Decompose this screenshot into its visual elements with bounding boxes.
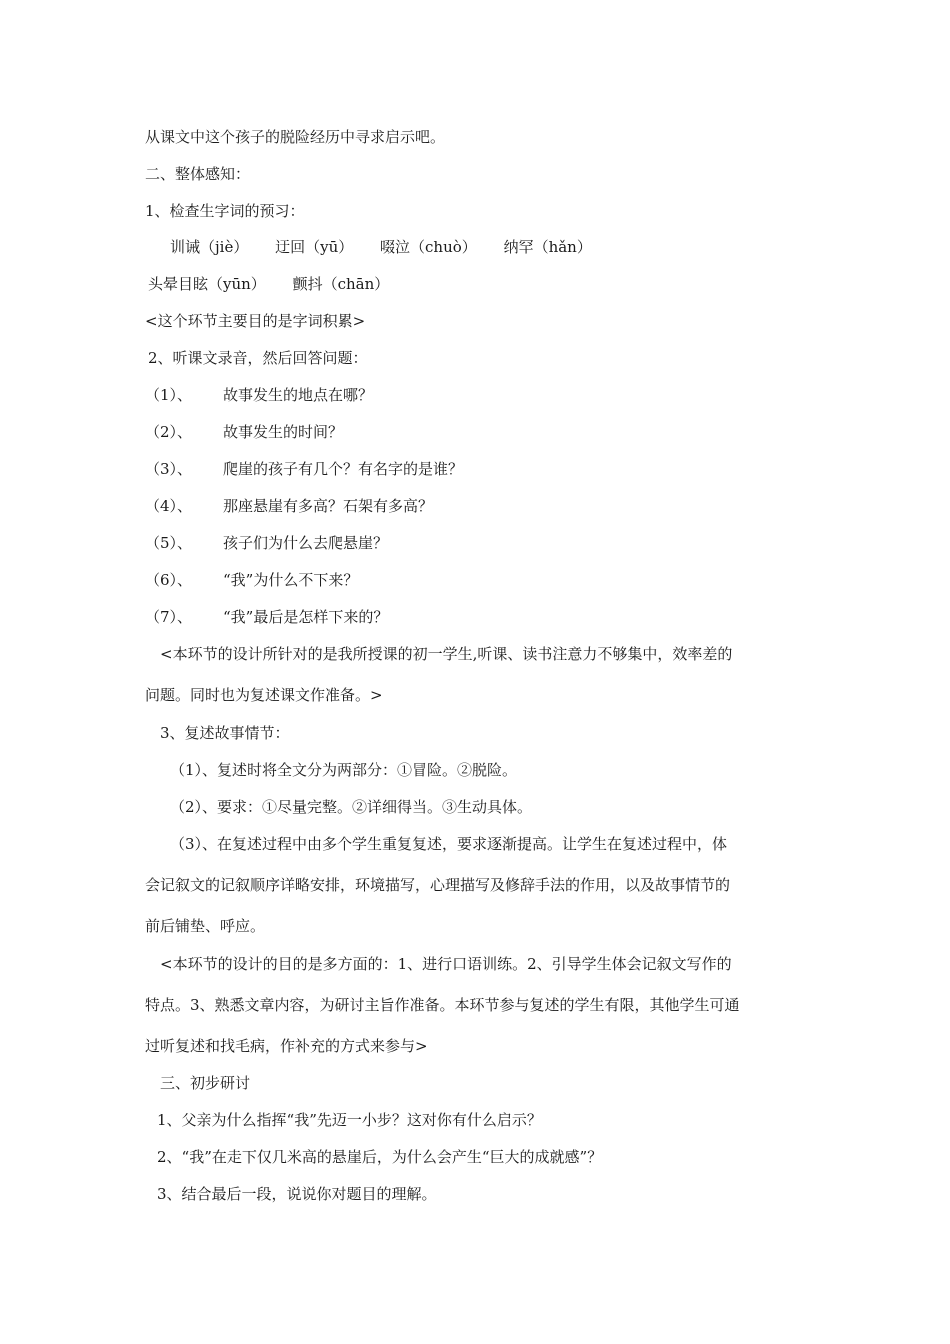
design-note-2-line: 特点。3、熟悉文章内容，为研讨主旨作准备。本环节参与复述的学生有限，其他学生可通: [145, 996, 740, 1014]
section-heading-3: 三、初步研讨: [160, 1074, 251, 1092]
question-label: （4）、: [145, 497, 193, 515]
question-label: （1）、: [145, 386, 193, 404]
retell-item-3-line: （3）、在复述过程中由多个学生重复复述，要求逐渐提高。让学生在复述过程中，体: [170, 835, 728, 853]
question-label: （2）、: [145, 423, 193, 441]
question-item: [145, 569, 358, 591]
vocab-item: 头晕目眩（yūn）: [148, 275, 266, 293]
question-item: [145, 421, 343, 443]
listen-heading: 2、听课文录音，然后回答问题：: [148, 349, 368, 367]
question-text: 那座悬崖有多高？石架有多高？: [223, 497, 434, 515]
question-text: 爬崖的孩子有几个？有名字的是谁？: [223, 460, 464, 478]
intro-line: 从课文中这个孩子的脱险经历中寻求启示吧。: [145, 128, 446, 146]
vocab-row-1: [170, 236, 592, 258]
vocab-note: <这个环节主要目的是字词积累>: [145, 312, 366, 330]
question-label: （3）、: [145, 460, 193, 478]
vocab-item: 训诫（jiè）: [170, 238, 249, 256]
retell-item-3-line: 会记叙文的记叙顺序详略安排，环境描写，心理描写及修辞手法的作用，以及故事情节的: [145, 876, 731, 894]
vocab-item: 啜泣（chuò）: [380, 238, 477, 256]
retell-item: （2）、要求：①尽量完整。②详细得当。③生动具体。: [170, 798, 533, 816]
question-text: 孩子们为什么去爬悬崖？: [223, 534, 389, 552]
question-item: [145, 606, 388, 628]
retell-item-3-line: 前后铺垫、呼应。: [145, 917, 266, 935]
retell-item: （1）、复述时将全文分为两部分：①冒险。②脱险。: [170, 761, 518, 779]
question-item: [145, 384, 373, 406]
question-label: （7）、: [145, 608, 193, 626]
question-text: “我”最后是怎样下来的？: [223, 608, 389, 626]
vocab-item: 纳罕（hǎn）: [503, 238, 592, 256]
vocab-heading: 1、检查生字词的预习：: [145, 202, 305, 220]
vocab-item: 颤抖（chān）: [292, 275, 390, 293]
question-text: 故事发生的时间？: [223, 423, 344, 441]
question-item: [145, 495, 433, 517]
design-note-1-line: <本环节的设计所针对的是我所授课的初一学生,听课、读书注意力不够集中，效率差的: [160, 645, 733, 663]
discussion-question: 2、“我”在走下仅几米高的悬崖后，为什么会产生“巨大的成就感”？: [157, 1148, 603, 1166]
section-heading-2: 二、整体感知：: [145, 165, 251, 183]
design-note-1-line: 问题。同时也为复述课文作准备。>: [145, 686, 383, 704]
discussion-question: 1、父亲为什么指挥“我”先迈一小步？这对你有什么启示？: [157, 1111, 542, 1129]
question-label: （6）、: [145, 571, 193, 589]
vocab-item: 迂回（yū）: [275, 238, 354, 256]
question-label: （5）、: [145, 534, 193, 552]
design-note-2-line: <本环节的设计的目的是多方面的：1、进行口语训练。2、引导学生体会记叙文写作的: [160, 955, 732, 973]
vocab-row-2: [148, 273, 389, 295]
question-item: [145, 532, 388, 554]
question-item: [145, 458, 463, 480]
discussion-question: 3、结合最后一段，说说你对题目的理解。: [157, 1185, 437, 1203]
question-text: “我”为什么不下来？: [223, 571, 359, 589]
question-text: 故事发生的地点在哪？: [223, 386, 374, 404]
design-note-2-line: 过听复述和找毛病，作补充的方式来参与>: [145, 1037, 428, 1055]
retell-heading: 3、复述故事情节：: [160, 724, 290, 742]
